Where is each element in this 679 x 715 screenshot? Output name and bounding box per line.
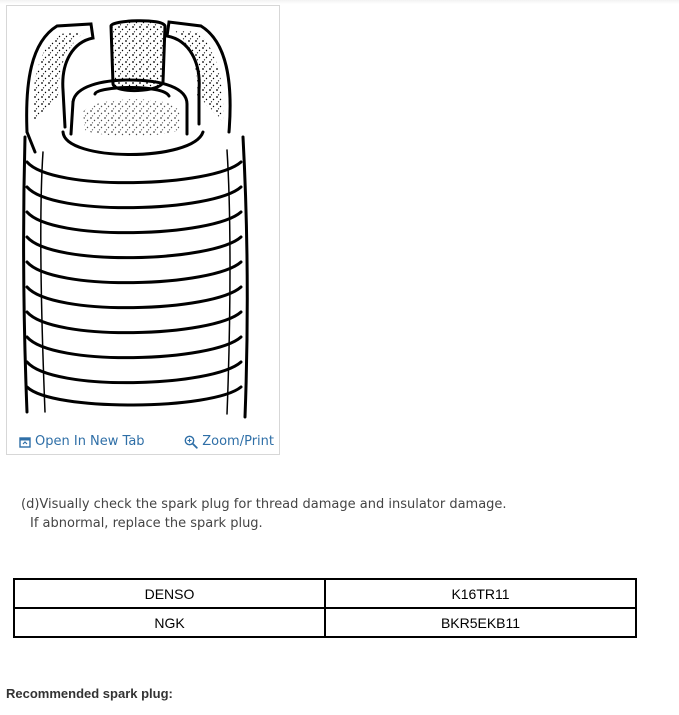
instruction-text (21, 495, 661, 533)
new-tab-icon (19, 436, 31, 448)
figure-actions (7, 430, 279, 452)
instruction-line-2: If abnormal, replace the spark plug. (30, 516, 263, 531)
figure-card (6, 5, 280, 455)
table-row (14, 608, 636, 637)
top-divider (0, 0, 679, 4)
model-cell: BKR5EKB11 (325, 608, 636, 637)
table-row (14, 579, 636, 608)
brand-cell: NGK (14, 608, 325, 637)
instruction-line-1: (d)Visually check the spark plug for thread damage and insulator damage. (21, 497, 507, 512)
brand-cell: DENSO (14, 579, 325, 608)
recommended-spark-plug-heading: Recommended spark plug: (6, 686, 173, 701)
zoom-print-label: Zoom/Print (202, 434, 274, 449)
spark-plug-table (13, 578, 637, 638)
zoom-print-link[interactable] (184, 434, 274, 449)
spark-plug-illustration (13, 12, 275, 427)
open-in-new-tab-link[interactable] (19, 434, 145, 449)
model-cell: K16TR11 (325, 579, 636, 608)
open-in-new-tab-label: Open In New Tab (35, 434, 145, 449)
zoom-icon (184, 435, 198, 449)
